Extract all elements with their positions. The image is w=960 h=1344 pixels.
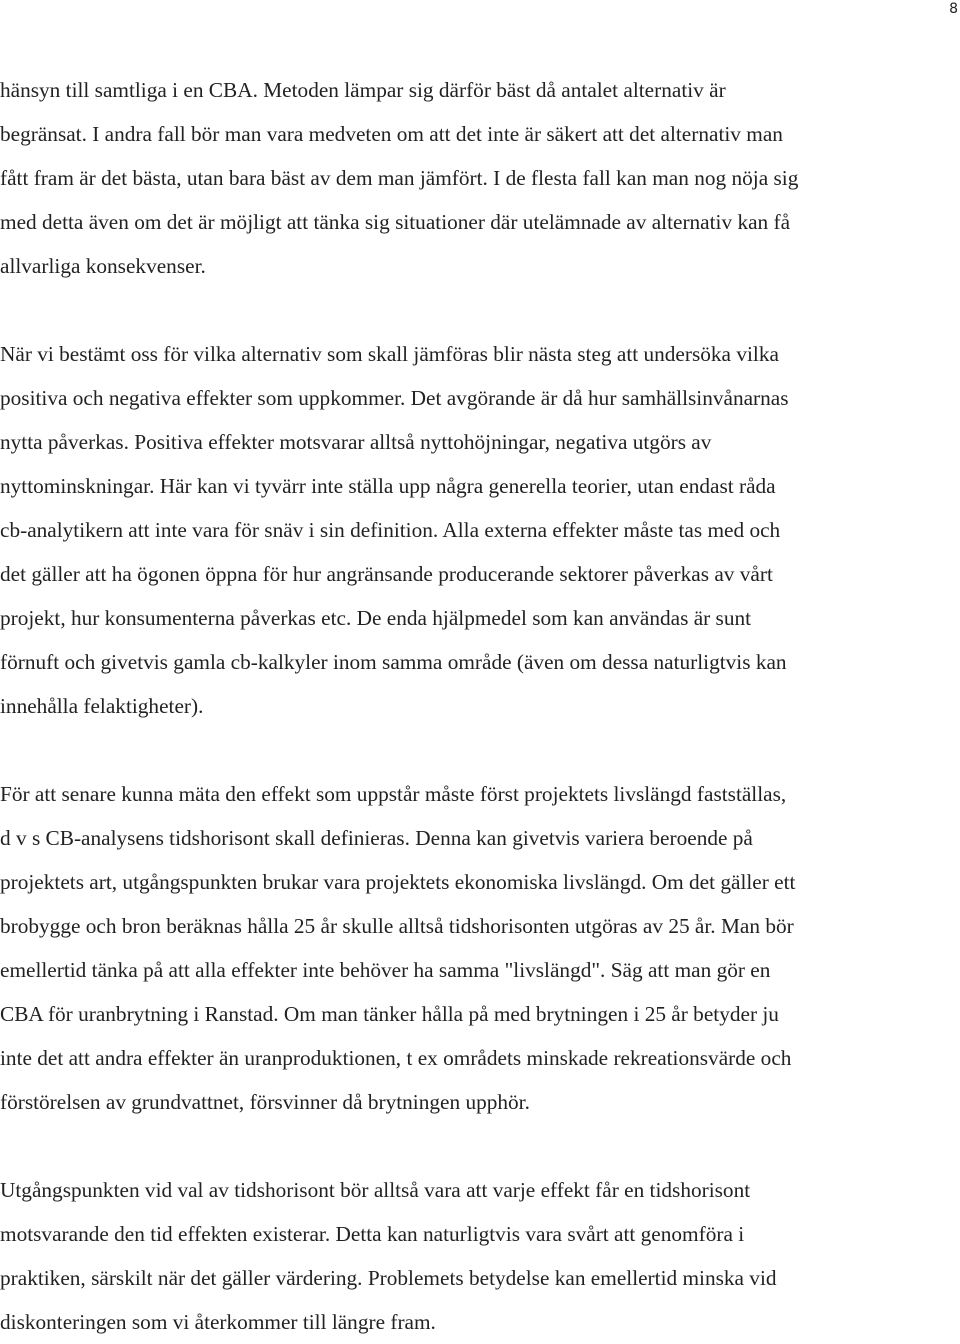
page-number: 8 <box>949 1 958 17</box>
text-line: positiva och negativa effekter som uppkommer. Det avgörande är då hur samhällsinvånarnas <box>0 386 789 410</box>
text-line: motsvarande den tid effekten existerar. Detta kan naturligtvis vara svårt att genomföra i <box>0 1222 745 1246</box>
text-line: förnuft och givetvis gamla cb-kalkyler inom samma område (även om dessa naturligtvis kan <box>0 650 787 674</box>
text-line: med detta även om det är möjligt att tänka sig situationer där utelämnade av alternativ kan få <box>0 210 791 234</box>
text-line: förstörelsen av grundvattnet, försvinner då brytningen upphör. <box>0 1090 530 1114</box>
text-line: brobygge och bron beräknas hålla 25 år skulle alltså tidshorisonten utgöras av 25 år. Man bör <box>0 914 794 938</box>
text-line: d v s CB-analysens tidshorisont skall definieras. Denna kan givetvis variera beroende på <box>0 826 753 850</box>
text-line: nytta påverkas. Positiva effekter motsvarar alltså nyttohöjningar, negativa utgörs av <box>0 430 712 454</box>
text-line: emellertid tänka på att alla effekter inte behöver ha samma "livslängd". Säg att man gör en <box>0 958 771 982</box>
text-line: praktiken, särskilt när det gäller värdering. Problemets betydelse kan emellertid minska vid <box>0 1266 777 1290</box>
text-line: inte det att andra effekter än uranproduktionen, t ex områdets minskade rekreationsvärde och <box>0 1046 792 1070</box>
text-line: CBA för uranbrytning i Ranstad. Om man tänker hålla på med brytningen i 25 år betyder ju <box>0 1002 779 1026</box>
text-line: allvarliga konsekvenser. <box>0 254 206 278</box>
text-line: hänsyn till samtliga i en CBA. Metoden lämpar sig därför bäst då antalet alternativ är <box>0 78 726 102</box>
paragraph-2 <box>0 332 956 728</box>
text-line: nyttominskningar. Här kan vi tyvärr inte ställa upp några generella teorier, utan endast råda <box>0 474 776 498</box>
text-line: När vi bestämt oss för vilka alternativ som skall jämföras blir nästa steg att undersöka vilka <box>0 342 779 366</box>
text-line: För att senare kunna mäta den effekt som uppstår måste först projektets livslängd fastställas, <box>0 782 787 806</box>
paragraph-3 <box>0 772 956 1124</box>
text-line: begränsat. I andra fall bör man vara medveten om att det inte är säkert att det alternativ man <box>0 122 783 146</box>
text-line: det gäller att ha ögonen öppna för hur angränsande producerande sektorer påverkas av vårt <box>0 562 773 586</box>
text-line: cb-analytikern att inte vara för snäv i sin definition. Alla externa effekter måste tas med och <box>0 518 781 542</box>
paragraph-4 <box>0 1168 956 1344</box>
text-line: projektets art, utgångspunkten brukar vara projektets ekonomiska livslängd. Om det gäller ett <box>0 870 796 894</box>
paragraph-1 <box>0 68 956 288</box>
text-line: innehålla felaktigheter). <box>0 694 204 718</box>
text-line: diskonteringen som vi återkommer till längre fram. <box>0 1310 436 1334</box>
text-line: Utgångspunkten vid val av tidshorisont bör alltså vara att varje effekt får en tidshorisont <box>0 1178 751 1202</box>
text-line: fått fram är det bästa, utan bara bäst av dem man jämfört. I de flesta fall kan man nog nöja sig <box>0 166 799 190</box>
text-line: projekt, hur konsumenterna påverkas etc. De enda hjälpmedel som kan användas är sunt <box>0 606 752 630</box>
document-body <box>0 68 956 1344</box>
